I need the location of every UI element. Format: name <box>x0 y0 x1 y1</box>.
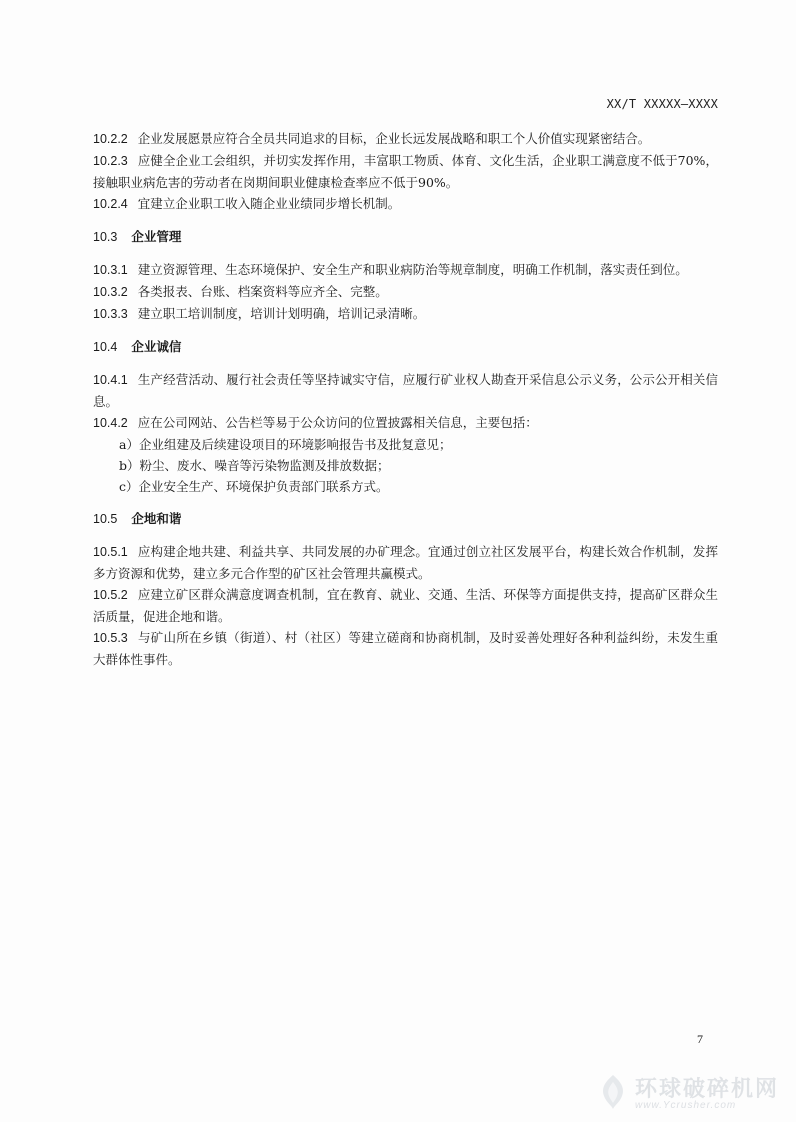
clause-number: 10.4.2 <box>93 416 128 430</box>
page-number: 7 <box>697 1032 703 1046</box>
clause-number: 10.2.4 <box>93 197 128 211</box>
clause-number: 10.2.3 <box>93 154 128 168</box>
clause-number: 10.4 <box>93 340 118 354</box>
watermark-url: www.Ycrusher.com <box>635 1100 737 1111</box>
clause-paragraph <box>93 259 718 281</box>
clause-paragraph <box>93 150 718 193</box>
clause-paragraph <box>93 128 718 150</box>
clause-text: b）粉尘、废水、噪音等污染物监测及排放数据； <box>119 458 390 473</box>
clause-text: 与矿山所在乡镇（街道）、村（社区）等建立磋商和协商机制，及时妥善处理好各种利益纠纷，未发生重大群体性事件。 <box>93 630 718 667</box>
clause-paragraph <box>93 584 718 627</box>
clause-text: 应建立矿区群众满意度调查机制，宜在教育、就业、交通、生活、环保等方面提供支持，提高矿区群众生活质量，促进企地和谐。 <box>93 587 718 624</box>
clause-text: 应健全企业工会组织，并切实发挥作用，丰富职工物质、体育、文化生活，企业职工满意度不低于70%，接触职业病危害的劳动者在岗期间职业健康检查率应不低于90%。 <box>93 153 718 190</box>
clause-text: a）企业组建及后续建设项目的环境影响报告书及批复意见； <box>119 437 452 452</box>
clause-paragraph <box>93 541 718 584</box>
list-item <box>93 434 718 455</box>
clause-number: 10.3.2 <box>93 285 128 299</box>
clause-number: 10.5.2 <box>93 588 128 602</box>
clause-number: 10.3.3 <box>93 307 128 321</box>
clause-text: 应在公司网站、公告栏等易于公众访问的位置披露相关信息，主要包括： <box>137 415 538 430</box>
clause-text: 宜建立企业职工收入随企业业绩同步增长机制。 <box>137 196 401 211</box>
clause-paragraph <box>93 369 718 412</box>
clause-number: 10.2.2 <box>93 132 128 146</box>
clause-text: 应构建企地共建、利益共享、共同发展的办矿理念。宜通过创立社区发展平台，构建长效合作机制，发挥多方资源和优势，建立多元合作型的矿区社会管理共赢模式。 <box>93 544 718 581</box>
clause-paragraph <box>93 281 718 303</box>
clause-paragraph <box>93 303 718 325</box>
section-heading <box>93 336 718 358</box>
list-item <box>93 455 718 476</box>
clause-number: 10.3.1 <box>93 263 128 277</box>
clause-text: 企地和谐 <box>131 511 182 526</box>
section-heading <box>93 226 718 248</box>
clause-text: 各类报表、台账、档案资料等应齐全、完整。 <box>137 284 388 299</box>
clause-text: 建立职工培训制度，培训计划明确，培训记录清晰。 <box>137 306 426 321</box>
clause-paragraph <box>93 627 718 670</box>
logo-icon <box>595 1072 631 1112</box>
clause-text: 企业发展愿景应符合全员共同追求的目标，企业长远发展战略和职工个人价值实现紧密结合。 <box>137 131 651 146</box>
clause-paragraph <box>93 193 718 215</box>
clause-text: 企业诚信 <box>131 339 182 354</box>
clause-paragraph <box>93 412 718 434</box>
clause-text: c）企业安全生产、环境保护负责部门联系方式。 <box>119 479 389 494</box>
clause-text: 建立资源管理、生态环境保护、安全生产和职业病防治等规章制度，明确工作机制，落实责任到位。 <box>137 262 688 277</box>
list-item <box>93 476 718 497</box>
clause-number: 10.4.1 <box>93 373 128 387</box>
clause-number: 10.5 <box>93 512 118 526</box>
clause-number: 10.5.1 <box>93 545 128 559</box>
watermark-text: 环球破碎机网 <box>635 1077 780 1102</box>
clause-text: 企业管理 <box>131 229 182 244</box>
standard-code: XX/T XXXXX—XXXX <box>606 97 718 111</box>
section-heading <box>93 508 718 530</box>
clause-text: 生产经营活动、履行社会责任等坚持诚实守信，应履行矿业权人勘查开采信息公示义务，公示公开相关信息。 <box>93 372 718 409</box>
clause-number: 10.3 <box>93 230 118 244</box>
watermark <box>595 1068 785 1118</box>
document-body <box>93 128 718 670</box>
clause-number: 10.5.3 <box>93 631 128 645</box>
